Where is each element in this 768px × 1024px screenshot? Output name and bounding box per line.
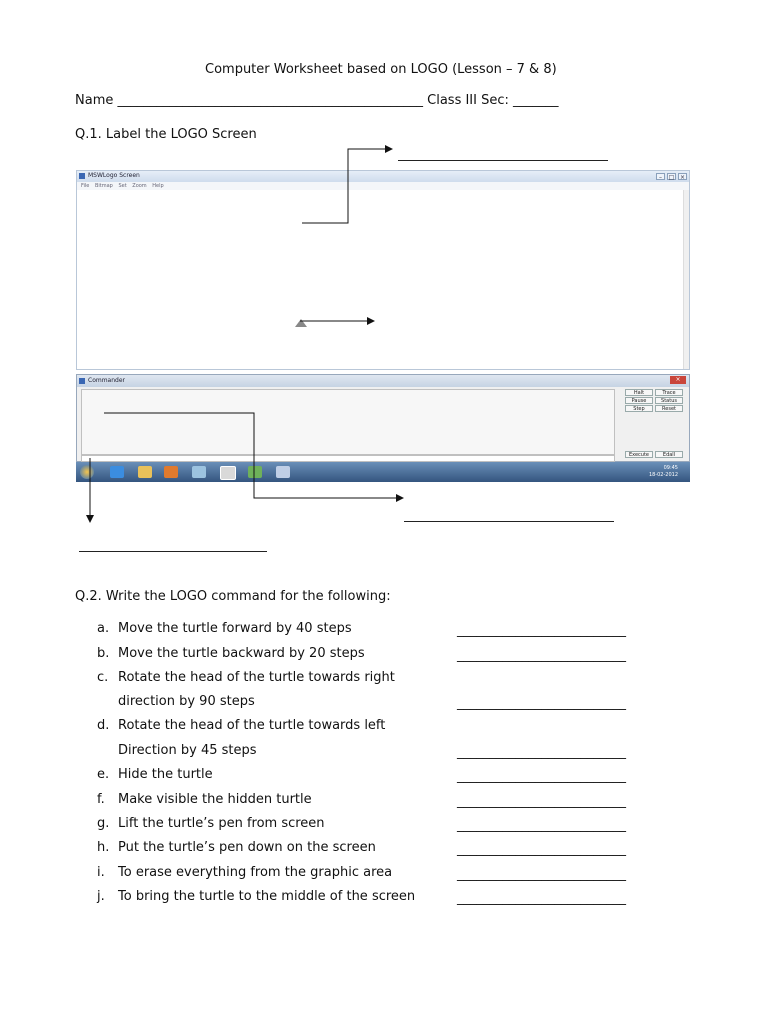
item-text: Rotate the head of the turtle towards left <box>118 718 386 733</box>
menu-file[interactable]: File <box>81 183 90 189</box>
class-label: Class III Sec: <box>427 93 509 108</box>
item-text: To bring the turtle to the middle of the screen <box>118 889 416 904</box>
answer-blank: __________________________ <box>457 794 626 809</box>
item-text-continued: Direction by 45 steps <box>118 743 257 758</box>
item-letter: f. <box>97 792 105 807</box>
item-text: Rotate the head of the turtle towards right <box>118 670 395 685</box>
item-text: Hide the turtle <box>118 767 213 782</box>
item-letter: h. <box>97 840 110 855</box>
item-text: Lift the turtle’s pen from screen <box>118 816 325 831</box>
arrow-titlebar <box>302 149 392 223</box>
name-blank: _______________________________________________ <box>117 93 423 108</box>
item-letter: d. <box>97 718 110 733</box>
trace-button[interactable]: Trace <box>655 389 683 396</box>
pause-button[interactable]: Pause <box>625 397 653 404</box>
menu-bitmap[interactable]: Bitmap <box>94 183 113 189</box>
minimize-icon[interactable]: – <box>656 173 665 180</box>
menu-zoom[interactable]: Zoom <box>132 183 147 189</box>
halt-button[interactable]: Halt <box>625 389 653 396</box>
status-button[interactable]: Status <box>655 397 683 404</box>
answer-blank: __________________________ <box>457 818 626 833</box>
arrow-commander <box>104 413 403 498</box>
commander-title: Commander <box>88 377 125 384</box>
answer-blank: __________________________ <box>457 648 626 663</box>
answer-blank: __________________________ <box>457 696 626 711</box>
item-letter: j. <box>97 889 105 904</box>
maximize-icon[interactable]: □ <box>668 174 675 181</box>
commander-close-icon[interactable]: × <box>670 376 686 384</box>
answer-blank: __________________________ <box>457 867 626 882</box>
item-letter: i. <box>97 865 105 880</box>
worksheet-title: Computer Worksheet based on LOGO (Lesson – 7 & 8) <box>205 62 557 77</box>
item-text-continued: direction by 90 steps <box>118 694 255 709</box>
window-title: MSWLogo Screen <box>88 172 140 179</box>
answer-blank: __________________________ <box>457 745 626 760</box>
step-button[interactable]: Step <box>625 405 653 412</box>
menu-set[interactable]: Set <box>118 183 127 189</box>
edall-button[interactable]: Edall <box>655 451 683 458</box>
item-letter: c. <box>97 670 109 685</box>
clock-time: 09:45 <box>663 465 678 471</box>
item-text: Put the turtle’s pen down on the screen <box>118 840 376 855</box>
name-label-text: Name <box>75 93 114 108</box>
item-letter: a. <box>97 621 110 636</box>
answer-blank: __________________________ <box>457 623 626 638</box>
item-text: Move the turtle forward by 40 steps <box>118 621 352 636</box>
close-icon[interactable]: × <box>679 174 686 181</box>
menu-help[interactable]: Help <box>152 183 164 189</box>
answer-blank: __________________________ <box>457 891 626 906</box>
execute-button[interactable]: Execute <box>625 451 653 458</box>
clock-date: 18-02-2012 <box>648 472 678 478</box>
question-1: Q.1. Label the LOGO Screen <box>75 127 257 142</box>
question-2: Q.2. Write the LOGO command for the following: <box>75 589 391 604</box>
item-letter: e. <box>97 767 110 782</box>
class-blank: _______ <box>513 93 559 108</box>
item-text: Move the turtle backward by 20 steps <box>118 646 365 661</box>
item-letter: g. <box>97 816 110 831</box>
reset-button[interactable]: Reset <box>655 405 683 412</box>
item-text: To erase everything from the graphic area <box>118 865 393 880</box>
item-letter: b. <box>97 646 110 661</box>
item-text: Make visible the hidden turtle <box>118 792 312 807</box>
answer-blank: __________________________ <box>457 769 626 784</box>
answer-blank: __________________________ <box>457 842 626 857</box>
